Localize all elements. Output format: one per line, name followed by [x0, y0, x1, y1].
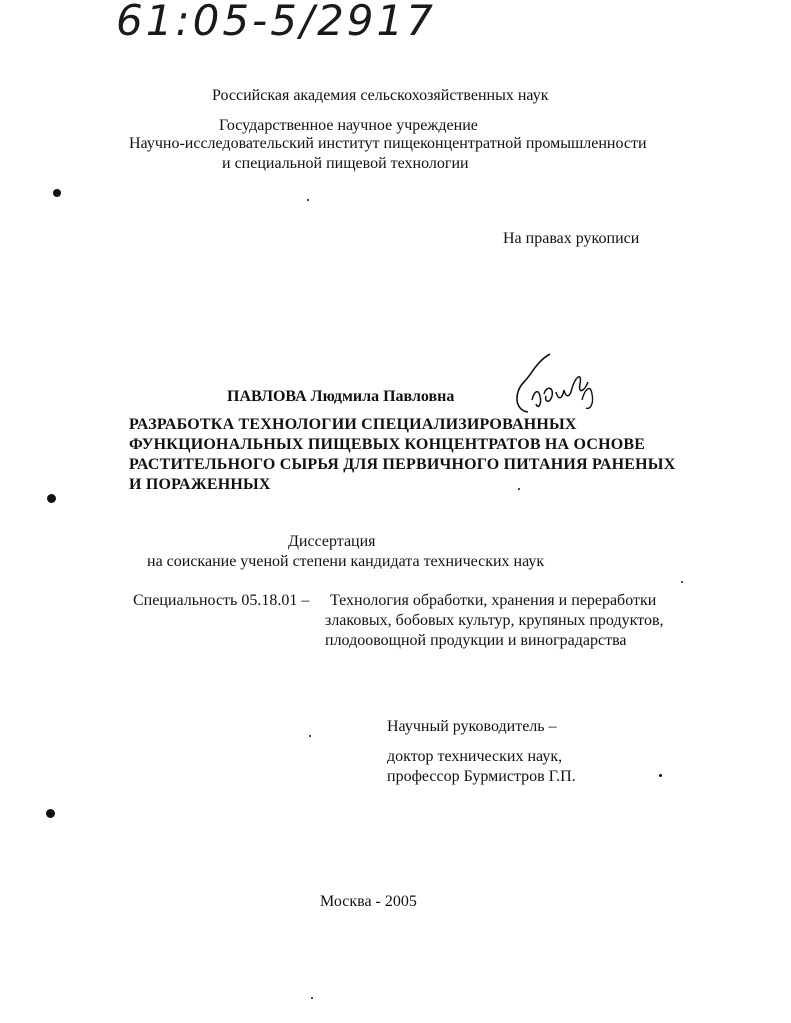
scan-speck — [518, 488, 520, 490]
place-year: Москва - 2005 — [320, 893, 417, 910]
scan-mark-top — [53, 189, 61, 197]
supervisor-label: Научный руководитель – — [387, 718, 557, 735]
specialty-line-2: злаковых, бобовых культур, крупяных продуктов, — [325, 612, 664, 629]
scan-mark-bottom — [46, 809, 55, 818]
dissertation-title-line-4: И ПОРАЖЕННЫХ — [129, 476, 271, 493]
document-type: Диссертация — [288, 533, 376, 550]
institution-type: Государственное научное учреждение — [219, 117, 478, 134]
author-surname: ПАВЛОВА — [227, 388, 307, 405]
scan-speck — [311, 997, 313, 999]
specialty-label: Специальность 05.18.01 – — [133, 592, 310, 609]
institution-name: Научно-исследовательский институт пищеконцентратной промышленности — [129, 135, 647, 152]
scan-speck — [307, 199, 309, 201]
supervisor-name: профессор Бурмистров Г.П. — [387, 768, 576, 785]
author-signature — [510, 352, 600, 420]
scan-mark-middle — [47, 494, 56, 503]
scan-speck — [659, 774, 662, 777]
dissertation-title-line-3: РАСТИТЕЛЬНОГО СЫРЬЯ ДЛЯ ПЕРВИЧНОГО ПИТАНИЯ РАНЕНЫХ — [129, 456, 676, 473]
institution-name-continued: и специальной пищевой технологии — [222, 155, 469, 172]
academy-name: Российская академия сельскохозяйственных наук — [212, 87, 549, 104]
dissertation-title-line-1: РАЗРАБОТКА ТЕХНОЛОГИИ СПЕЦИАЛИЗИРОВАННЫХ — [129, 416, 577, 433]
dissertation-title-line-2: ФУНКЦИОНАЛЬНЫХ ПИЩЕВЫХ КОНЦЕНТРАТОВ НА ОСНОВЕ — [129, 436, 646, 453]
specialty-line-1: Технология обработки, хранения и переработки — [330, 592, 657, 609]
degree-line: на соискание ученой степени кандидата технических наук — [147, 553, 545, 570]
rights-note: На правах рукописи — [503, 230, 640, 247]
scan-speck — [681, 581, 683, 583]
supervisor-degree: доктор технических наук, — [387, 748, 563, 765]
author-given-names: Людмила Павловна — [310, 388, 455, 405]
scan-speck — [309, 735, 311, 737]
catalog-number-handwritten: 61:05-5/2917 — [116, 0, 436, 45]
specialty-line-3: плодоовощной продукции и виноградарства — [325, 632, 627, 649]
author-name — [227, 387, 454, 407]
